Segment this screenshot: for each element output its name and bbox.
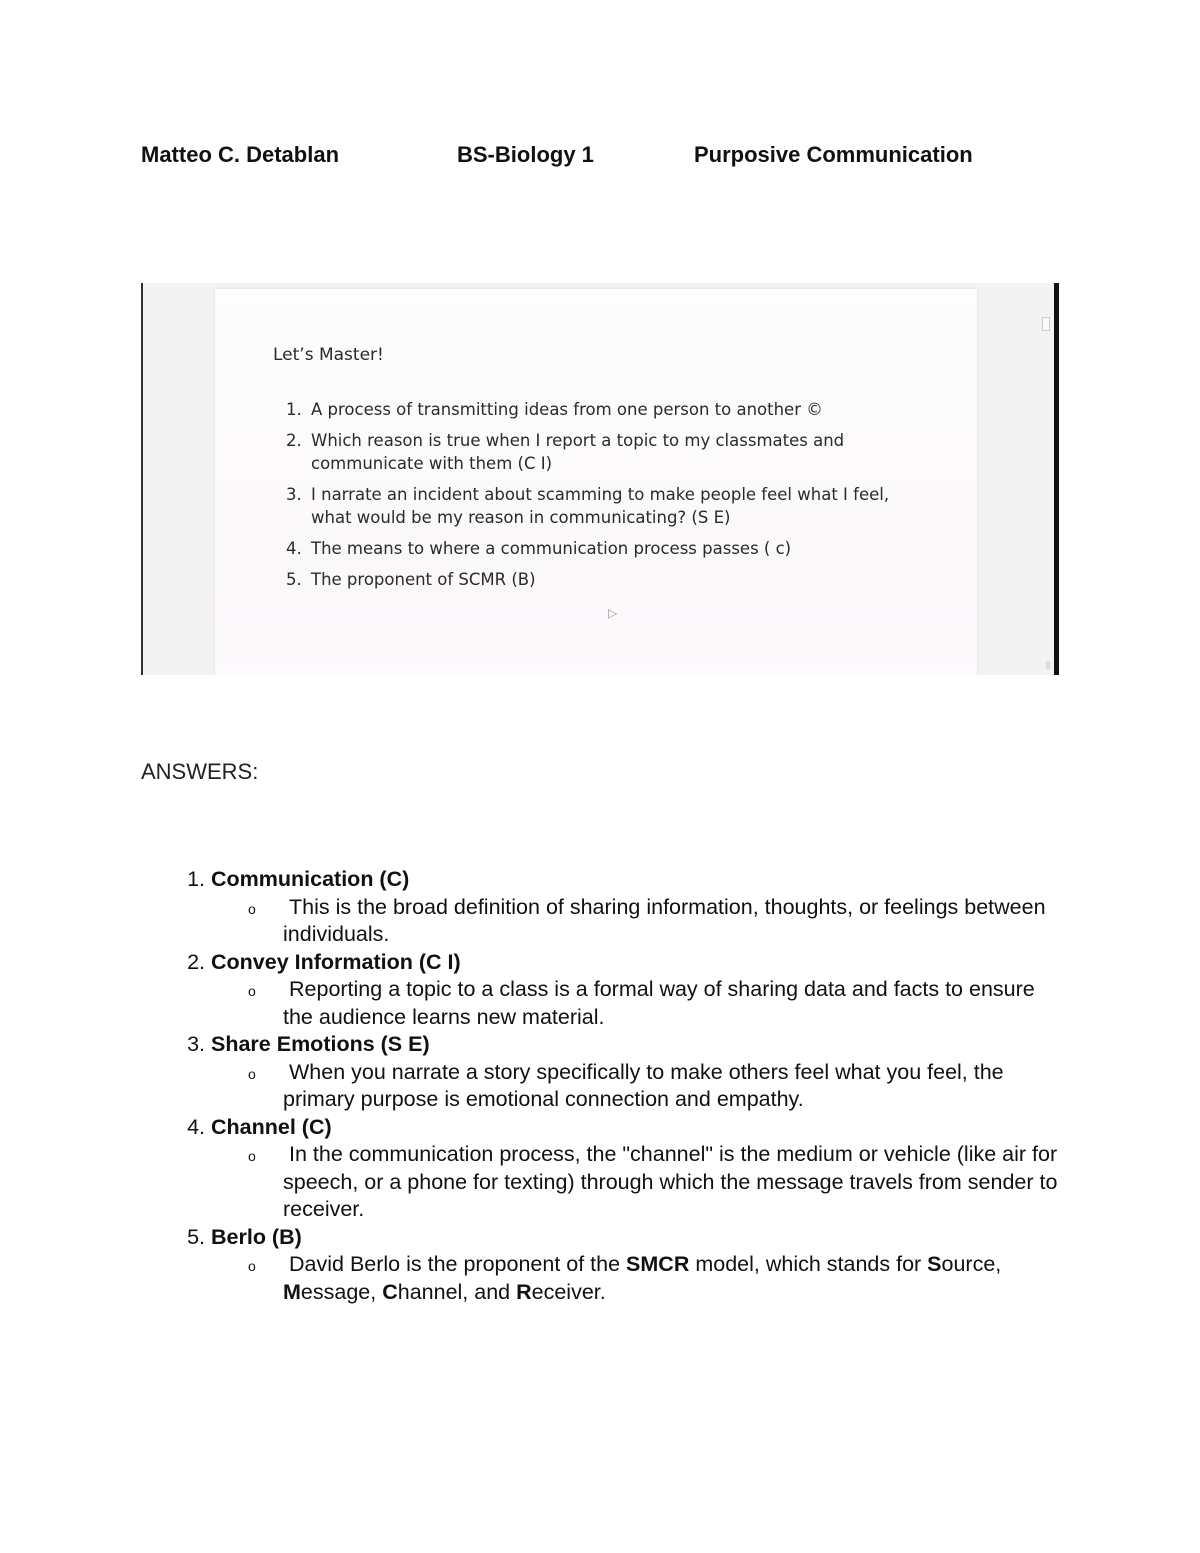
answer-details	[211, 894, 1061, 949]
answer-explanation-text: Reporting a topic to a class is a formal way of sharing data and facts to ensure the audience learns new material.	[283, 977, 1035, 1029]
answer-explanation	[248, 976, 1061, 1031]
answer-explanation-text	[283, 1252, 1001, 1304]
answer-explanation	[248, 894, 1061, 949]
text-fragment: eceiver.	[531, 1279, 606, 1304]
text-fragment: David Berlo is the proponent of the	[289, 1252, 627, 1276]
text-fragment: ource,	[941, 1252, 1002, 1276]
answer-explanation	[248, 1059, 1061, 1114]
student-name: Matteo C. Detablan	[141, 142, 340, 167]
text-fragment: essage,	[300, 1279, 383, 1304]
answer-title: 4. Channel (C)	[211, 1114, 332, 1139]
mouse-cursor-icon: ▷	[608, 606, 618, 620]
embedded-screenshot	[141, 283, 1059, 675]
answers-list	[141, 866, 1061, 1306]
quiz-item: 4. The means to where a communication process passes ( c)	[307, 537, 913, 560]
quiz-item: 2. Which reason is true when I report a topic to my classmates and communicate with them (C I)	[307, 429, 913, 475]
answer-item	[211, 949, 1061, 1032]
subject-name: Purposive Communication	[694, 142, 973, 167]
smcr-acronym: SMCR	[626, 1252, 690, 1276]
answers-section	[141, 866, 1061, 1306]
circle-bullet-icon: o	[248, 1258, 256, 1274]
circle-bullet-icon: o	[248, 1065, 256, 1082]
course-name: BS-Biology 1	[457, 142, 594, 167]
acronym-letter: S	[927, 1252, 942, 1276]
answer-explanation-text: When you narrate a story specifically to make others feel what you feel, the primary purpose is emotional connection and empathy.	[283, 1059, 1004, 1111]
scrollbar-marker	[1042, 317, 1050, 331]
answer-details	[211, 1141, 1061, 1224]
circle-bullet-icon: o	[248, 983, 256, 999]
answer-explanation-text: In the communication process, the "channel" is the medium or vehicle (like air for speech, or a phone for texting) through which the message travels from sender to receiver.	[283, 1142, 1058, 1221]
acronym-letter: M	[283, 1279, 301, 1304]
quiz-list	[273, 398, 913, 591]
text-fragment: hannel, and	[397, 1279, 517, 1304]
answer-title: 3. Share Emotions (S E)	[211, 1032, 430, 1056]
answer-item	[211, 1114, 1061, 1224]
answer-explanation	[248, 1141, 1061, 1224]
answers-heading: ANSWERS:	[141, 759, 259, 784]
circle-bullet-icon: o	[248, 1148, 256, 1164]
answer-details	[211, 976, 1061, 1031]
quiz-item: 5. The proponent of SCMR (B)	[307, 568, 913, 591]
answer-title: 1. Communication (C)	[211, 867, 410, 891]
circle-bullet-icon: o	[248, 900, 256, 917]
answer-item	[211, 866, 1061, 949]
answer-explanation-text: This is the broad definition of sharing information, thoughts, or feelings between individuals.	[283, 894, 1046, 946]
document-header	[141, 142, 1061, 172]
answer-details	[211, 1059, 1061, 1114]
answer-title: 5. Berlo (B)	[211, 1224, 302, 1249]
answer-explanation	[248, 1251, 1061, 1306]
answer-item	[211, 1224, 1061, 1307]
answer-title: 2. Convey Information (C I)	[211, 949, 461, 974]
scrollbar-marker-bottom	[1046, 661, 1050, 669]
acronym-letter: C	[382, 1279, 398, 1304]
quiz-title: Let’s Master!	[273, 345, 384, 365]
quiz-item: 1. A process of transmitting ideas from one person to another ©	[307, 398, 913, 421]
quiz-item: 3. I narrate an incident about scamming to make people feel what I feel, what would be my reason in communicating? (S E)	[307, 483, 913, 529]
quiz-content	[273, 345, 913, 599]
answer-item	[211, 1031, 1061, 1114]
text-fragment: model, which stands for	[689, 1252, 928, 1276]
answer-details	[211, 1251, 1061, 1306]
acronym-letter: R	[516, 1279, 532, 1304]
